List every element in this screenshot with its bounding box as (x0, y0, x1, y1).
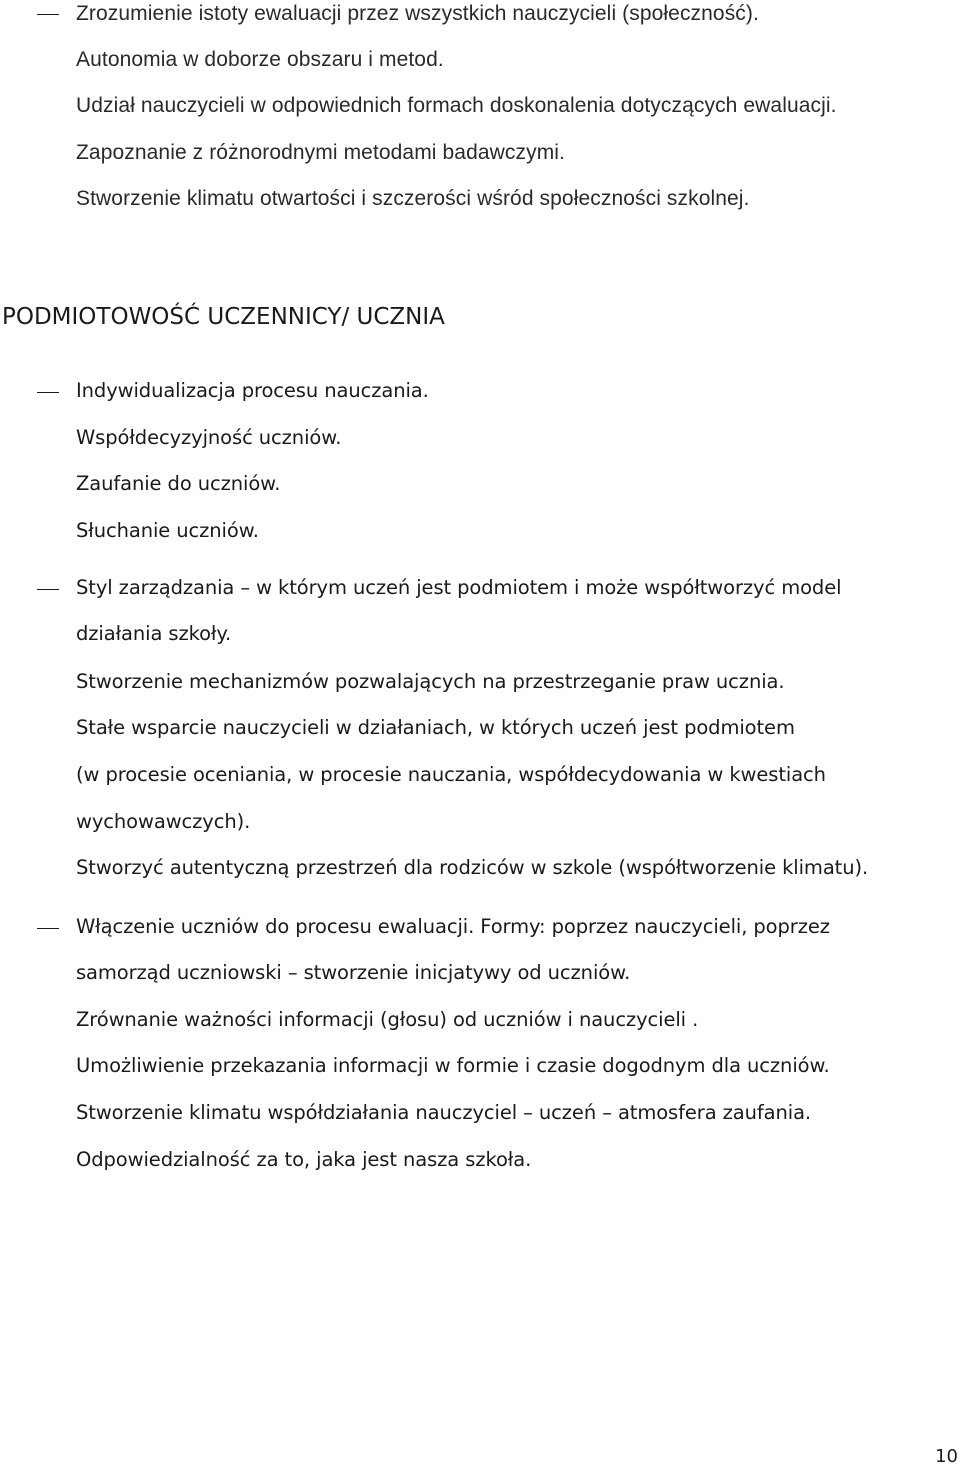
text-line: Stworzenie klimatu otwartości i szczerości wśród społeczności szkolnej. (76, 187, 750, 210)
text-line: działania szkoły. (76, 622, 232, 645)
text-line: Słuchanie uczniów. (76, 519, 259, 542)
text-line: Odpowiedzialność za to, jaka jest nasza szkoła. (76, 1148, 532, 1171)
text-line: Autonomia w doborze obszaru i metod. (76, 48, 444, 71)
section-heading: PODMIOTOWOŚĆ UCZENNICY/ UCZNIA (2, 304, 445, 330)
text-line: Stworzenie klimatu współdziałania nauczyciel – uczeń – atmosfera zaufania. (76, 1101, 812, 1124)
dash-bullet (37, 589, 59, 590)
text-line: Zaufanie do uczniów. (76, 472, 281, 495)
text-line: Stworzyć autentyczną przestrzeń dla rodziców w szkole (współtworzenie klimatu). (76, 856, 869, 879)
text-line: Zrozumienie istoty ewaluacji przez wszystkich nauczycieli (społeczność). (76, 2, 759, 25)
text-line: Udział nauczycieli w odpowiednich formach doskonalenia dotyczących ewaluacji. (76, 94, 837, 117)
text-line: Stworzenie mechanizmów pozwalających na przestrzeganie praw ucznia. (76, 670, 785, 693)
dash-bullet (37, 928, 59, 929)
text-line: Włączenie uczniów do procesu ewaluacji. Formy: poprzez nauczycieli, poprzez (76, 915, 830, 938)
text-line: wychowawczych). (76, 810, 251, 833)
dash-bullet (37, 392, 59, 393)
dash-bullet (37, 14, 59, 15)
page-number: 10 (935, 1446, 958, 1467)
text-line: Indywidualizacja procesu nauczania. (76, 379, 429, 402)
text-line: Umożliwienie przekazania informacji w formie i czasie dogodnym dla uczniów. (76, 1054, 830, 1077)
text-line: Współdecyzyjność uczniów. (76, 426, 342, 449)
text-line: (w procesie oceniania, w procesie nauczania, współdecydowania w kwestiach (76, 763, 826, 786)
text-line: Zrównanie ważności informacji (głosu) od uczniów i nauczycieli . (76, 1008, 699, 1031)
text-line: Stałe wsparcie nauczycieli w działaniach, w których uczeń jest podmiotem (76, 716, 795, 739)
text-line: Zapoznanie z różnorodnymi metodami badawczymi. (76, 141, 565, 164)
text-line: Styl zarządzania – w którym uczeń jest podmiotem i może współtworzyć model (76, 576, 842, 599)
text-line: samorząd uczniowski – stworzenie inicjatywy od uczniów. (76, 961, 631, 984)
